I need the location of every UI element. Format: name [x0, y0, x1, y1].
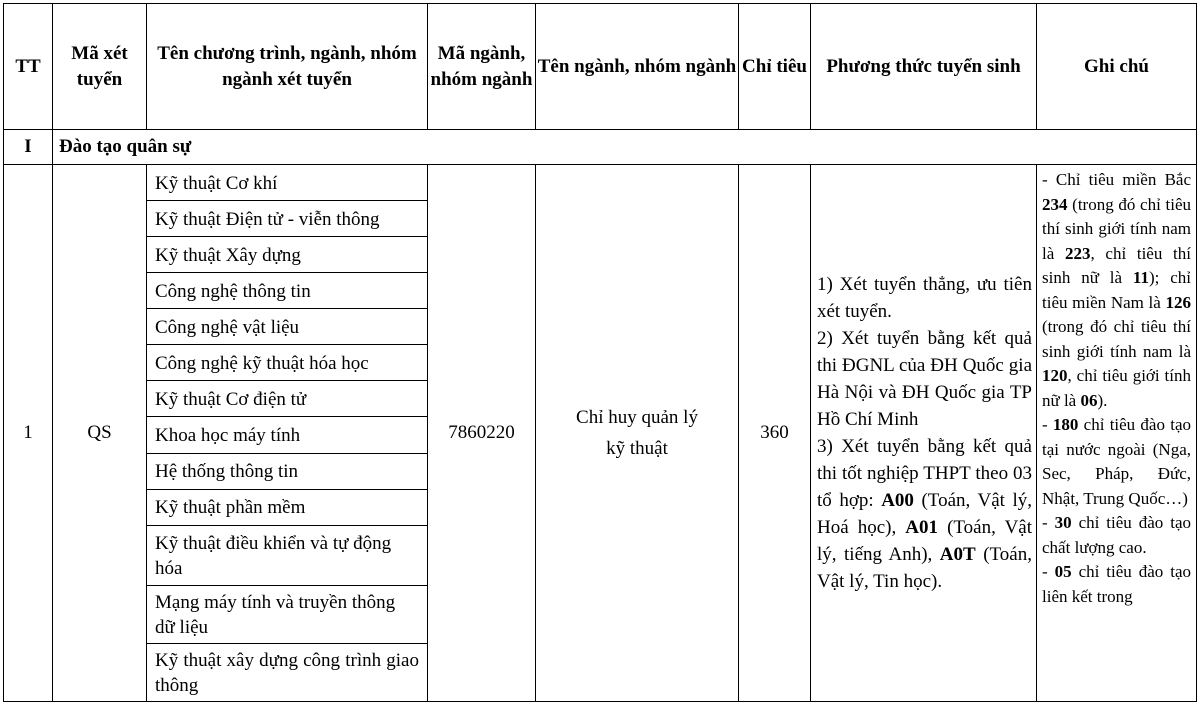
method-1: 1) Xét tuyển thẳng, ưu tiên xét tuyển.: [817, 274, 1032, 322]
header-row: [4, 4, 1197, 130]
notes-cell: [1037, 165, 1197, 702]
note-number: 120: [1042, 366, 1068, 385]
note-text: ).: [1097, 390, 1108, 410]
note-number: 30: [1054, 513, 1072, 532]
program-item: Kỹ thuật Xây dựng: [147, 237, 428, 273]
header-ghi-chu: Ghi chú: [1037, 4, 1197, 130]
header-ten-chuong-trinh: Tên chương trình, ngành, nhóm ngành xét tuyển: [147, 4, 428, 130]
row-chi-tieu: 360: [739, 165, 811, 702]
program-item: Kỹ thuật xây dựng công trình giao thông: [147, 643, 428, 701]
combo-a0t-desc: (Toán, Vật lý, Tin học).: [817, 544, 1032, 592]
program-item: Kỹ thuật điều khiển và tự động hóa: [147, 525, 428, 585]
note-number: 11: [1132, 268, 1149, 287]
combo-a00-desc: (Toán, Vật lý, Hoá học),: [817, 490, 1032, 538]
note-text: , chỉ tiêu giới tính nữ là: [1042, 366, 1191, 410]
row-ma-xet-tuyen: QS: [53, 165, 147, 702]
note-number: 223: [1064, 243, 1091, 263]
combo-a01: A01: [905, 517, 939, 538]
note-text: chỉ tiêu đào tạo tại nước ngoài (Nga, Sec, Pháp, Đức, Nhật, Trung Quốc…): [1042, 415, 1191, 508]
note-2: [1042, 413, 1191, 511]
note-text: -: [1042, 562, 1055, 581]
admission-methods: [811, 165, 1037, 702]
combo-a01-desc: (Toán, Vật lý, tiếng Anh),: [817, 517, 1032, 565]
note-1: [1042, 168, 1191, 413]
note-text: - Chỉ tiêu miền Bắc: [1042, 170, 1191, 189]
note-3: [1042, 511, 1191, 560]
program-item: Kỹ thuật phần mềm: [147, 489, 428, 525]
program-item: Kỹ thuật Cơ khí: [147, 165, 428, 201]
note-text: (trong đó chỉ tiêu thí sinh giới tính nam là: [1042, 194, 1191, 263]
row-tt: 1: [4, 165, 53, 702]
header-ten-nganh: Tên ngành, nhóm ngành: [536, 4, 739, 130]
note-text: -: [1042, 513, 1055, 532]
header-chi-tieu: Chỉ tiêu: [739, 4, 811, 130]
section-row: [4, 130, 1197, 165]
program-item: Công nghệ thông tin: [147, 273, 428, 309]
note-number: 234: [1042, 194, 1068, 214]
program-item: Kỹ thuật Cơ điện tử: [147, 381, 428, 417]
method-2: 2) Xét tuyển bằng kết quả thi ĐGNL của ĐH Quốc gia Hà Nội và ĐH Quốc gia TP Hồ Chí Minh: [817, 328, 1032, 430]
section-number: I: [4, 130, 53, 165]
program-item: Khoa học máy tính: [147, 417, 428, 453]
note-text: (trong đó chỉ tiêu thí sinh giới tính nam là: [1042, 317, 1191, 361]
row-ten-nganh: Chỉ huy quản lý kỹ thuật: [536, 165, 739, 702]
program-item: Hệ thống thông tin: [147, 453, 428, 489]
table-row: [4, 165, 1197, 201]
note-text: -: [1042, 415, 1053, 434]
program-item: Mạng máy tính và truyền thông dữ liệu: [147, 585, 428, 643]
header-ma-xet-tuyen: Mã xét tuyển: [53, 4, 147, 130]
note-number: 180: [1052, 415, 1079, 434]
note-number: 126: [1165, 292, 1191, 312]
combo-a00: A00: [881, 490, 914, 511]
combo-a0t: A0T: [939, 544, 976, 565]
method-3-text: 3) Xét tuyển bằng kết quả thi tốt nghiệp THPT theo 03 tổ hợp:: [817, 436, 1032, 511]
method-3: [817, 433, 1032, 595]
note-text: , chỉ tiêu thí sinh nữ là: [1042, 243, 1191, 287]
header-phuong-thuc: Phương thức tuyển sinh: [811, 4, 1037, 130]
header-ma-nganh: Mã ngành, nhóm ngành: [428, 4, 536, 130]
section-title: Đào tạo quân sự: [53, 130, 1197, 165]
note-4: [1042, 560, 1191, 609]
note-number: 05: [1054, 562, 1072, 581]
note-text: chỉ tiêu đào tạo liên kết trong: [1042, 562, 1191, 606]
note-text: chỉ tiêu đào tạo chất lượng cao.: [1042, 513, 1191, 557]
header-tt: TT: [4, 4, 53, 130]
program-item: Công nghệ vật liệu: [147, 309, 428, 345]
row-ma-nganh: 7860220: [428, 165, 536, 702]
admission-table: [3, 3, 1197, 702]
program-item: Kỹ thuật Điện tử - viễn thông: [147, 201, 428, 237]
note-number: 06: [1080, 390, 1098, 410]
note-text: ); chỉ tiêu miền Nam là: [1042, 268, 1191, 312]
program-item: Công nghệ kỹ thuật hóa học: [147, 345, 428, 381]
